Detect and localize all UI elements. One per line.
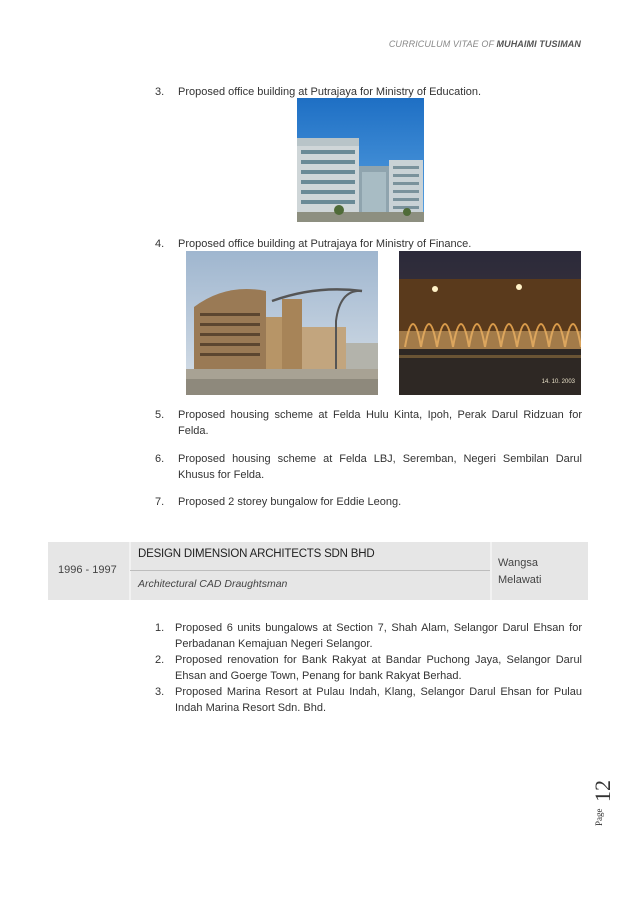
project-item [155, 652, 582, 684]
item-number: 7. [155, 496, 165, 508]
row-divider [130, 570, 490, 571]
running-header [389, 39, 581, 49]
photo-date-stamp: 14. 10. 2003 [541, 379, 575, 385]
job-title: Architectural CAD Draughtsman [138, 578, 288, 590]
page-number [592, 768, 622, 828]
item-number: 3. [155, 86, 165, 98]
header-name: MUHAIMI TUSIMAN [496, 39, 581, 49]
photo-finance-building-night [399, 251, 581, 395]
item-text: Proposed 6 units bungalows at Section 7, Shah Alam, Selangor Darul Ehsan for Perbadanan Kemajuan Negeri Selangor. [175, 622, 582, 650]
item-number: 4. [155, 238, 165, 250]
employer-name: DESIGN DIMENSION ARCHITECTS SDN BHD [138, 548, 375, 560]
item-text: Proposed housing scheme at Felda LBJ, Seremban, Negeri Sembilan Darul Khusus for Felda. [178, 453, 582, 481]
item-number: 3. [155, 686, 165, 698]
photo-education-building [297, 98, 424, 222]
item-text: Proposed housing scheme at Felda Hulu Kinta, Ipoh, Perak Darul Ridzuan for Felda. [178, 409, 582, 437]
page-label: Page [594, 808, 604, 826]
project-item [155, 451, 582, 483]
item-number: 2. [155, 654, 165, 666]
item-text: Proposed office building at Putrajaya for Ministry of Finance. [178, 238, 472, 250]
project-item [155, 236, 582, 252]
item-text: Proposed office building at Putrajaya for Ministry of Education. [178, 86, 482, 98]
item-text: Proposed Marina Resort at Pulau Indah, Klang, Selangor Darul Ehsan for Pulau Indah Marina Resort Sdn. Bhd. [175, 686, 582, 714]
item-text: Proposed renovation for Bank Rakyat at Bandar Puchong Jaya, Selangor Darul Ehsan and Goerge Town, Penang for bank Rakyat Berhad. [175, 654, 582, 682]
project-item [155, 620, 582, 652]
photo-finance-building-day [186, 251, 378, 395]
project-item [155, 407, 582, 439]
item-number: 5. [155, 409, 165, 421]
item-number: 6. [155, 453, 165, 465]
item-number: 1. [155, 622, 165, 634]
item-text: Proposed 2 storey bungalow for Eddie Leong. [178, 496, 402, 508]
project-item [155, 684, 582, 716]
column-divider [490, 542, 492, 600]
employment-years: 1996 - 1997 [58, 564, 117, 576]
project-item [155, 494, 582, 510]
employment-row [48, 542, 588, 600]
page-number-value: 12 [590, 780, 615, 802]
employment-location: Wangsa Melawati [498, 557, 542, 586]
header-prefix: CURRICULUM VITAE OF [388, 39, 494, 49]
column-divider [129, 542, 131, 600]
